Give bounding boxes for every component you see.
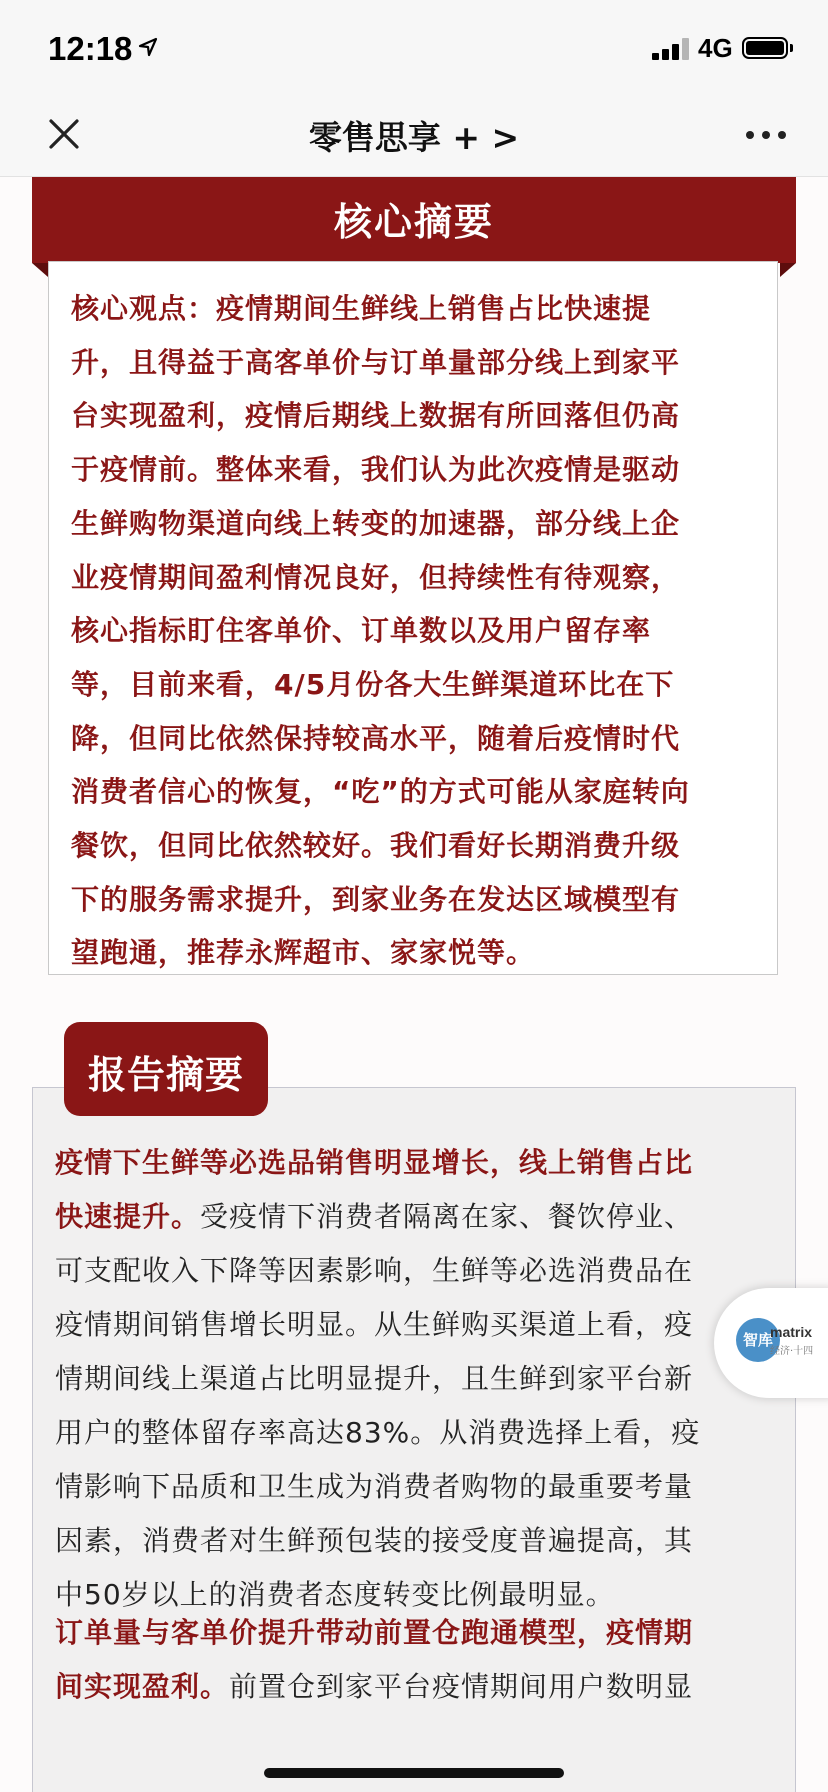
core-summary-header <box>32 177 796 263</box>
more-dots-icon[interactable] <box>744 120 788 150</box>
report-line <box>55 1660 765 1714</box>
report-line: 因素，消费者对生鲜预包装的接受度普遍提高，其 <box>55 1524 694 1557</box>
report-line: 可支配收入下降等因素影响，生鲜等必选消费品在 <box>55 1254 694 1287</box>
core-line: 望跑通，推荐永辉超市、家家悦等。 <box>71 936 536 970</box>
ribbon-fold-right <box>780 263 796 277</box>
report-line: 疫情期间销售增长明显。从生鲜购买渠道上看，疫 <box>55 1308 694 1341</box>
core-line: 核心观点：疫情期间生鲜线上销售占比快速提 <box>71 292 652 325</box>
core-line: 于疫情前。整体来看，我们认为此次疫情是驱动 <box>71 453 681 487</box>
battery-icon <box>742 37 788 59</box>
core-line: 台实现盈利，疫情后期线上数据有所回落但仍高 <box>71 399 681 433</box>
report-line <box>55 1190 765 1244</box>
status-time: 12:18 <box>48 30 133 67</box>
core-line: 升，且得益于高客单价与订单量部分线上到家平 <box>71 345 681 379</box>
report-line: 情影响下品质和卫生成为消费者购物的最重要考量 <box>55 1470 694 1503</box>
badge-subtitle: 经济·十四 <box>770 1346 814 1357</box>
report-summary-tab <box>64 1022 268 1116</box>
status-bar <box>0 0 828 96</box>
core-line: 等，目前来看，4/5月份各大生鲜渠道环比在下 <box>71 667 675 701</box>
network-type: 4G <box>698 33 733 63</box>
report-line: 用户的整体留存率高达83%。从消费选择上看，疫 <box>55 1416 701 1449</box>
core-line: 核心指标盯住客单价、订单数以及用户留存率 <box>71 614 652 648</box>
report-paragraph-1 <box>55 1136 765 1622</box>
badge-logo-icon: 智库 <box>736 1318 780 1362</box>
core-line: 降，但同比依然保持较高水平，随着后疫情时代 <box>71 721 681 755</box>
report-highlight-text: 快速提升。 <box>55 1200 201 1233</box>
report-summary-panel <box>32 1087 796 1792</box>
core-line: 消费者信心的恢复，“吃”的方式可能从家庭转向 <box>71 775 690 809</box>
signal-strength-icon <box>652 38 690 60</box>
core-line: 餐饮，但同比依然较好。我们看好长期消费升级 <box>71 829 681 863</box>
location-arrow-icon <box>138 37 158 57</box>
report-highlight-line: 疫情下生鲜等必选品销售明显增长，线上销售占比 <box>55 1146 694 1179</box>
core-summary-title: 核心摘要 <box>333 200 494 244</box>
article-content[interactable] <box>0 177 828 1792</box>
nav-bar <box>0 96 828 177</box>
report-text: 受疫情下消费者隔离在家、餐饮停业、 <box>200 1200 694 1233</box>
nav-title-account-link[interactable]: 零售思享 + > <box>308 118 520 157</box>
core-summary-text <box>71 282 751 980</box>
report-line: 中50岁以上的消费者态度转变比例最明显。 <box>55 1578 615 1611</box>
report-text: 前置仓到家平台疫情期间用户数明显 <box>229 1670 694 1703</box>
core-line: 生鲜购物渠道向线上转变的加速器，部分线上企 <box>71 506 681 540</box>
core-line: 业疫情期间盈利情况良好，但持续性有待观察， <box>71 560 681 594</box>
core-summary-box <box>48 261 778 975</box>
report-paragraph-2 <box>55 1606 765 1714</box>
home-indicator[interactable] <box>264 1768 564 1778</box>
report-highlight-line: 订单量与客单价提升带动前置仓跑通模型，疫情期 <box>55 1616 694 1649</box>
ribbon-fold-left <box>32 263 48 277</box>
report-summary-title: 报告摘要 <box>87 1053 244 1097</box>
badge-brand: matrix <box>770 1324 813 1340</box>
core-line: 下的服务需求提升，到家业务在发达区域模型有 <box>71 882 681 916</box>
report-line: 情期间线上渠道占比明显提升，且生鲜到家平台新 <box>55 1362 694 1395</box>
floating-badge[interactable] <box>714 1288 828 1398</box>
report-highlight-text: 间实现盈利。 <box>55 1670 230 1703</box>
